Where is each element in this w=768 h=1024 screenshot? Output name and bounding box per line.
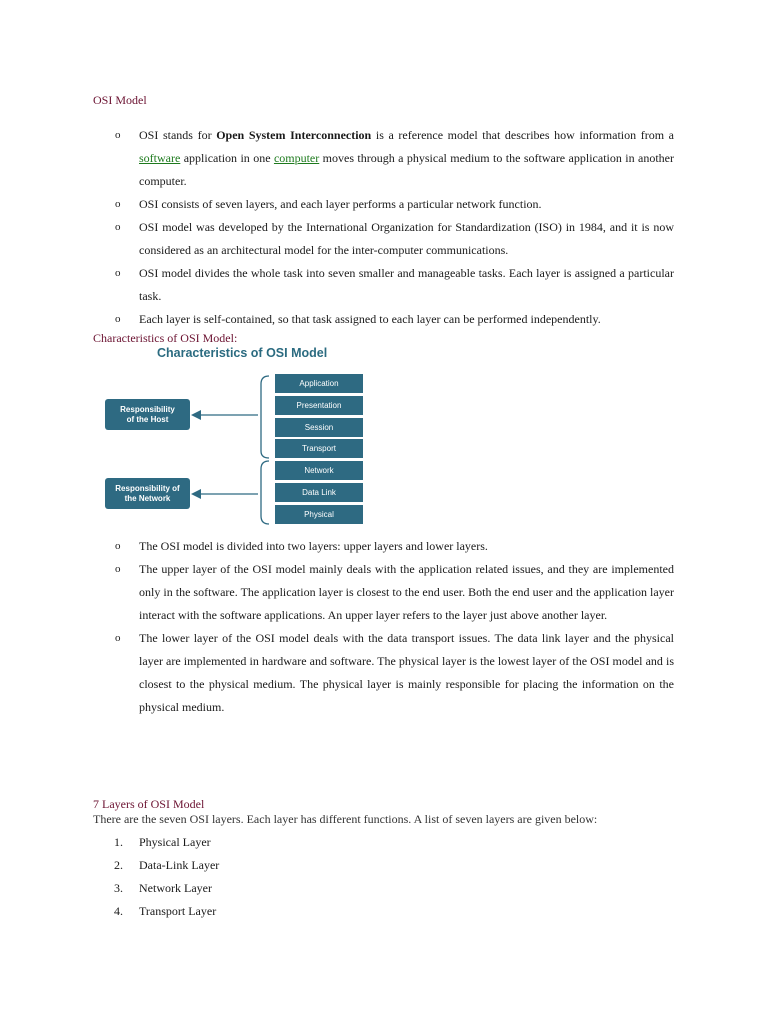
list-number: 3. bbox=[114, 881, 123, 895]
list-item-text: The OSI model is divided into two layers: upper layers and lower layers. bbox=[139, 539, 488, 553]
seven-layers-list bbox=[0, 831, 674, 923]
label-line: of the Host bbox=[126, 414, 169, 424]
layer-physical: Physical bbox=[275, 505, 363, 524]
bold-term: Open System Interconnection bbox=[216, 128, 372, 142]
network-arrow-head bbox=[191, 489, 201, 499]
list-number: 4. bbox=[114, 904, 123, 918]
bullet-marker: o bbox=[115, 221, 121, 233]
computer-link[interactable]: computer bbox=[273, 151, 320, 165]
list-item-text: Each layer is self-contained, so that task assigned to each layer can be performed independently. bbox=[139, 312, 601, 326]
section-heading-osi-model: OSI Model bbox=[93, 93, 147, 107]
list-item-text: Data-Link Layer bbox=[139, 858, 220, 872]
label-line: Responsibility bbox=[120, 404, 175, 414]
software-link[interactable]: software bbox=[139, 151, 181, 165]
text-fragment: application in one bbox=[180, 151, 274, 165]
list-item bbox=[0, 216, 674, 262]
list-item bbox=[0, 535, 674, 558]
bullet-marker: o bbox=[115, 313, 121, 325]
list-item-text: OSI consists of seven layers, and each layer performs a particular network function. bbox=[139, 197, 542, 211]
network-responsibility-box bbox=[105, 478, 190, 509]
list-item bbox=[0, 627, 674, 719]
layer-application: Application bbox=[275, 374, 363, 393]
layer-transport: Transport bbox=[275, 439, 363, 458]
host-responsibility-label bbox=[120, 405, 175, 425]
seven-layers-intro: There are the seven OSI layers. Each layer has different functions. A list of seven layers are given below: bbox=[93, 812, 598, 826]
list-item bbox=[0, 900, 674, 923]
list-item bbox=[0, 193, 674, 216]
osi-model-bullet-list bbox=[0, 124, 674, 331]
host-responsibility-box bbox=[105, 399, 190, 430]
layer-presentation: Presentation bbox=[275, 396, 363, 415]
bullet-marker: o bbox=[115, 267, 121, 279]
list-item-text: Transport Layer bbox=[139, 904, 217, 918]
label-line: Responsibility of bbox=[115, 483, 180, 493]
list-item bbox=[0, 308, 674, 331]
list-item bbox=[0, 831, 674, 854]
text-fragment: OSI stands for bbox=[139, 128, 217, 142]
diagram-title: Characteristics of OSI Model bbox=[157, 346, 328, 360]
list-item-text: The upper layer of the OSI model mainly deals with the application related issues, and they are implemented only in the software. The application layer is closest to the end user. Both the end user and the application layer interact with the software applications. An upper layer refers to the layer just above another layer. bbox=[139, 562, 674, 622]
layer-data-link: Data Link bbox=[275, 483, 363, 502]
upper-layers-brace bbox=[261, 376, 269, 458]
osi-characteristics-diagram bbox=[93, 344, 378, 529]
host-arrow-head bbox=[191, 410, 201, 420]
section-heading-characteristics: Characteristics of OSI Model: bbox=[93, 331, 238, 345]
label-line: the Network bbox=[124, 493, 171, 503]
list-item bbox=[0, 877, 674, 900]
lower-layers-brace bbox=[261, 461, 269, 524]
list-item-text: Physical Layer bbox=[139, 835, 211, 849]
bullet-marker: o bbox=[115, 198, 121, 210]
text-fragment: is a reference model that describes how information from a bbox=[371, 128, 675, 142]
list-item bbox=[0, 854, 674, 877]
bullet-marker: o bbox=[115, 129, 121, 141]
list-item bbox=[0, 124, 674, 193]
layer-network: Network bbox=[275, 461, 363, 480]
layer-session: Session bbox=[275, 418, 363, 437]
characteristics-bullet-list bbox=[0, 535, 674, 719]
text-fragment: moves through a physical medium to the software application in another computer. bbox=[139, 151, 674, 188]
section-heading-seven-layers: 7 Layers of OSI Model bbox=[93, 797, 205, 811]
list-item-text bbox=[139, 124, 674, 193]
list-item-text: OSI model divides the whole task into seven smaller and manageable tasks. Each layer is assigned a particular task. bbox=[139, 266, 674, 303]
network-responsibility-label bbox=[115, 484, 179, 504]
list-item bbox=[0, 558, 674, 627]
list-number: 2. bbox=[114, 858, 123, 872]
bullet-marker: o bbox=[115, 563, 121, 575]
list-item-text: OSI model was developed by the International Organization for Standardization (ISO) in 1984, and it is now considered as an architectural model for the inter-computer communications. bbox=[139, 220, 674, 257]
list-number: 1. bbox=[114, 835, 123, 849]
bullet-marker: o bbox=[115, 540, 121, 552]
list-item-text: The lower layer of the OSI model deals with the data transport issues. The data link layer and the physical layer are implemented in hardware and software. The physical layer is the lowest layer of the OSI model and is closest to the physical medium. The physical layer is mainly responsible for placing the information on the physical medium. bbox=[139, 631, 674, 714]
list-item-text: Network Layer bbox=[139, 881, 212, 895]
list-item bbox=[0, 262, 674, 308]
bullet-marker: o bbox=[115, 632, 121, 644]
